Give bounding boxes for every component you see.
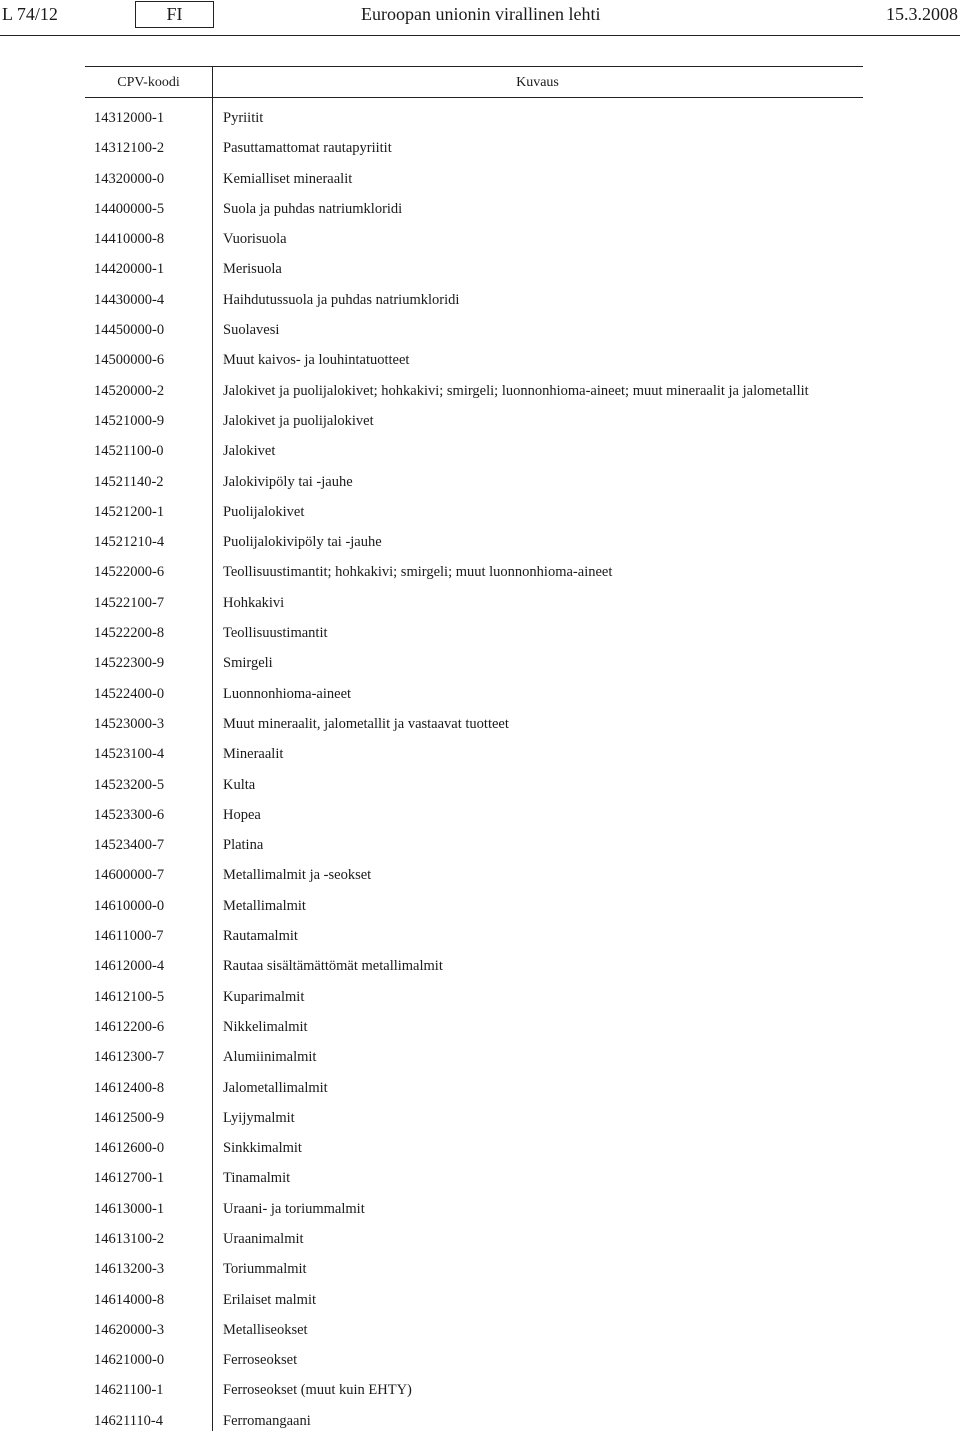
table-row xyxy=(85,621,863,651)
table-header xyxy=(85,66,863,98)
cpv-code-cell: 14521100-0 xyxy=(94,443,164,460)
description-cell: Lyijymalmit xyxy=(223,1109,295,1126)
cpv-code-cell: 14610000-0 xyxy=(94,897,165,914)
cpv-code-cell: 14611000-7 xyxy=(94,928,164,945)
cpv-code-cell: 14521210-4 xyxy=(94,534,165,551)
cpv-code-cell: 14410000-8 xyxy=(94,231,165,248)
table-row xyxy=(85,227,863,257)
table-row xyxy=(85,1015,863,1045)
cpv-code-cell: 14312100-2 xyxy=(94,140,165,157)
table-row xyxy=(85,1257,863,1287)
description-cell: Jalokivet ja puolijalokivet xyxy=(223,412,374,429)
table-body xyxy=(85,106,863,1439)
table-row xyxy=(85,1197,863,1227)
description-cell: Uraani- ja toriummalmit xyxy=(223,1200,365,1217)
table-row xyxy=(85,530,863,560)
description-cell: Platina xyxy=(223,837,264,854)
cpv-code-cell: 14523300-6 xyxy=(94,806,165,823)
description-cell: Pyriitit xyxy=(223,110,264,126)
description-cell: Hopea xyxy=(223,806,261,823)
table-row xyxy=(85,1166,863,1196)
cpv-code-cell: 14612400-8 xyxy=(94,1079,165,1096)
header-rule xyxy=(0,35,960,36)
cpv-code-cell: 14523100-4 xyxy=(94,746,165,763)
cpv-code-cell: 14621100-1 xyxy=(94,1382,164,1399)
description-cell: Merisuola xyxy=(223,261,282,278)
description-cell: Ferromangaani xyxy=(223,1412,311,1429)
description-cell: Suola ja puhdas natriumkloridi xyxy=(223,200,403,217)
cpv-code-cell: 14612700-1 xyxy=(94,1170,165,1187)
cpv-code-cell: 14523200-5 xyxy=(94,776,165,793)
cpv-code-cell: 14320000-0 xyxy=(94,170,165,187)
table-row xyxy=(85,1409,863,1439)
description-cell: Rautaa sisältämättömät metallimalmit xyxy=(223,958,443,975)
cpv-code-cell: 14521200-1 xyxy=(94,503,165,520)
description-cell: Erilaiset malmit xyxy=(223,1291,317,1308)
cpv-code-cell: 14522100-7 xyxy=(94,594,165,611)
page-reference: L 74/12 xyxy=(2,4,58,24)
table-row xyxy=(85,924,863,954)
cpv-code-cell: 14500000-6 xyxy=(94,352,165,369)
table-row xyxy=(85,773,863,803)
cpv-code-cell: 14613100-2 xyxy=(94,1230,165,1247)
table-row xyxy=(85,318,863,348)
cpv-code-cell: 14523000-3 xyxy=(94,715,165,732)
table-row xyxy=(85,651,863,681)
cpv-code-cell: 14614000-8 xyxy=(94,1291,165,1308)
table-row xyxy=(85,1136,863,1166)
description-cell: Hohkakivi xyxy=(223,594,285,611)
description-cell: Tinamalmit xyxy=(223,1170,291,1187)
cpv-code-cell: 14520000-2 xyxy=(94,382,165,399)
cpv-code-cell: 14612100-5 xyxy=(94,988,165,1005)
table-row xyxy=(85,1106,863,1136)
table-row xyxy=(85,560,863,590)
description-cell: Luonnonhioma-aineet xyxy=(223,685,352,702)
cpv-code-cell: 14522200-8 xyxy=(94,625,165,642)
table-row xyxy=(85,1318,863,1348)
table-row xyxy=(85,257,863,287)
table-row xyxy=(85,742,863,772)
table-row xyxy=(85,197,863,227)
cpv-code-cell: 14612600-0 xyxy=(94,1140,165,1157)
description-cell: Suolavesi xyxy=(223,322,280,339)
journal-title: Euroopan unionin virallinen lehti xyxy=(361,4,601,24)
description-cell: Jalokivet ja puolijalokivet; hohkakivi; smirgeli; luonnonhioma-aineet; muut mineraalit ja jalometallit xyxy=(223,382,809,399)
description-cell: Jalokivet xyxy=(223,443,276,460)
table-row xyxy=(85,500,863,530)
table-row xyxy=(85,954,863,984)
table-row xyxy=(85,591,863,621)
cpv-code-cell: 14612500-9 xyxy=(94,1109,165,1126)
description-cell: Uraanimalmit xyxy=(223,1230,304,1247)
cpv-code-cell: 14621000-0 xyxy=(94,1352,165,1369)
cpv-code-cell: 14522300-9 xyxy=(94,655,165,672)
cpv-code-cell: 14420000-1 xyxy=(94,261,165,278)
description-cell: Alumiinimalmit xyxy=(223,1049,317,1066)
description-cell: Muut mineraalit, jalometallit ja vastaavat tuotteet xyxy=(223,715,509,732)
publication-date: 15.3.2008 xyxy=(886,4,958,24)
description-cell: Kemialliset mineraalit xyxy=(223,170,353,187)
table-row xyxy=(85,1378,863,1408)
description-cell: Ferroseokset (muut kuin EHTY) xyxy=(223,1382,412,1399)
cpv-code-cell: 14430000-4 xyxy=(94,291,165,308)
description-cell: Metallimalmit xyxy=(223,897,306,914)
description-cell: Metallimalmit ja -seokset xyxy=(223,867,372,884)
description-cell: Kuparimalmit xyxy=(223,988,305,1005)
description-cell: Vuorisuola xyxy=(223,231,287,248)
description-cell: Toriummalmit xyxy=(223,1261,307,1278)
description-cell: Muut kaivos- ja louhintatuotteet xyxy=(223,352,410,369)
cpv-code-cell: 14612200-6 xyxy=(94,1018,165,1035)
description-cell: Teollisuustimantit xyxy=(223,625,328,642)
cpv-code-cell: 14613000-1 xyxy=(94,1200,165,1217)
cpv-code-cell: 14612000-4 xyxy=(94,958,165,975)
table-row xyxy=(85,803,863,833)
cpv-code-cell: 14600000-7 xyxy=(94,867,165,884)
description-cell: Ferroseokset xyxy=(223,1352,298,1369)
table-row xyxy=(85,833,863,863)
description-cell: Puolijalokivipöly tai -jauhe xyxy=(223,534,382,551)
cpv-code-cell: 14521140-2 xyxy=(94,473,164,490)
description-cell: Puolijalokivet xyxy=(223,503,305,520)
description-cell: Jalometallimalmit xyxy=(223,1079,328,1096)
description-cell: Metalliseokset xyxy=(223,1321,308,1338)
page-header xyxy=(0,0,960,30)
cpv-code-cell: 14613200-3 xyxy=(94,1261,165,1278)
table-row xyxy=(85,348,863,378)
cpv-code-cell: 14612300-7 xyxy=(94,1049,165,1066)
description-cell: Kulta xyxy=(223,776,256,793)
description-cell: Sinkkimalmit xyxy=(223,1140,302,1157)
description-cell: Smirgeli xyxy=(223,655,273,672)
description-cell: Teollisuustimantit; hohkakivi; smirgeli; muut luonnonhioma-aineet xyxy=(223,564,613,581)
description-cell: Rautamalmit xyxy=(223,928,298,945)
table-row xyxy=(85,712,863,742)
cpv-code-cell: 14450000-0 xyxy=(94,322,165,339)
column-header-description: Kuvaus xyxy=(516,75,559,90)
table-row xyxy=(85,167,863,197)
table-row xyxy=(85,470,863,500)
description-cell: Nikkelimalmit xyxy=(223,1018,308,1035)
description-cell: Jalokivipöly tai -jauhe xyxy=(223,473,353,490)
table-row xyxy=(85,863,863,893)
cpv-code-cell: 14522000-6 xyxy=(94,564,165,581)
table-row xyxy=(85,1045,863,1075)
table-row xyxy=(85,1227,863,1257)
table-row xyxy=(85,106,863,136)
table-row xyxy=(85,985,863,1015)
description-cell: Mineraalit xyxy=(223,746,284,763)
table-row xyxy=(85,288,863,318)
language-code-box: FI xyxy=(135,1,214,28)
description-cell: Pasuttamattomat rautapyriitit xyxy=(223,140,392,157)
cpv-code-cell: 14312000-1 xyxy=(94,110,165,126)
cpv-code-cell: 14523400-7 xyxy=(94,837,165,854)
table-row xyxy=(85,1348,863,1378)
description-cell: Haihdutussuola ja puhdas natriumkloridi xyxy=(223,291,460,308)
table-row xyxy=(85,409,863,439)
cpv-code-cell: 14400000-5 xyxy=(94,200,165,217)
cpv-code-cell: 14522400-0 xyxy=(94,685,165,702)
table-row xyxy=(85,1288,863,1318)
table-row xyxy=(85,439,863,469)
table-row xyxy=(85,682,863,712)
cpv-code-cell: 14620000-3 xyxy=(94,1321,165,1338)
table-row xyxy=(85,379,863,409)
table-row xyxy=(85,894,863,924)
column-header-code: CPV-koodi xyxy=(117,75,180,90)
cpv-code-cell: 14521000-9 xyxy=(94,412,165,429)
table-row xyxy=(85,1076,863,1106)
cpv-code-cell: 14621110-4 xyxy=(94,1412,164,1429)
table-row xyxy=(85,136,863,166)
